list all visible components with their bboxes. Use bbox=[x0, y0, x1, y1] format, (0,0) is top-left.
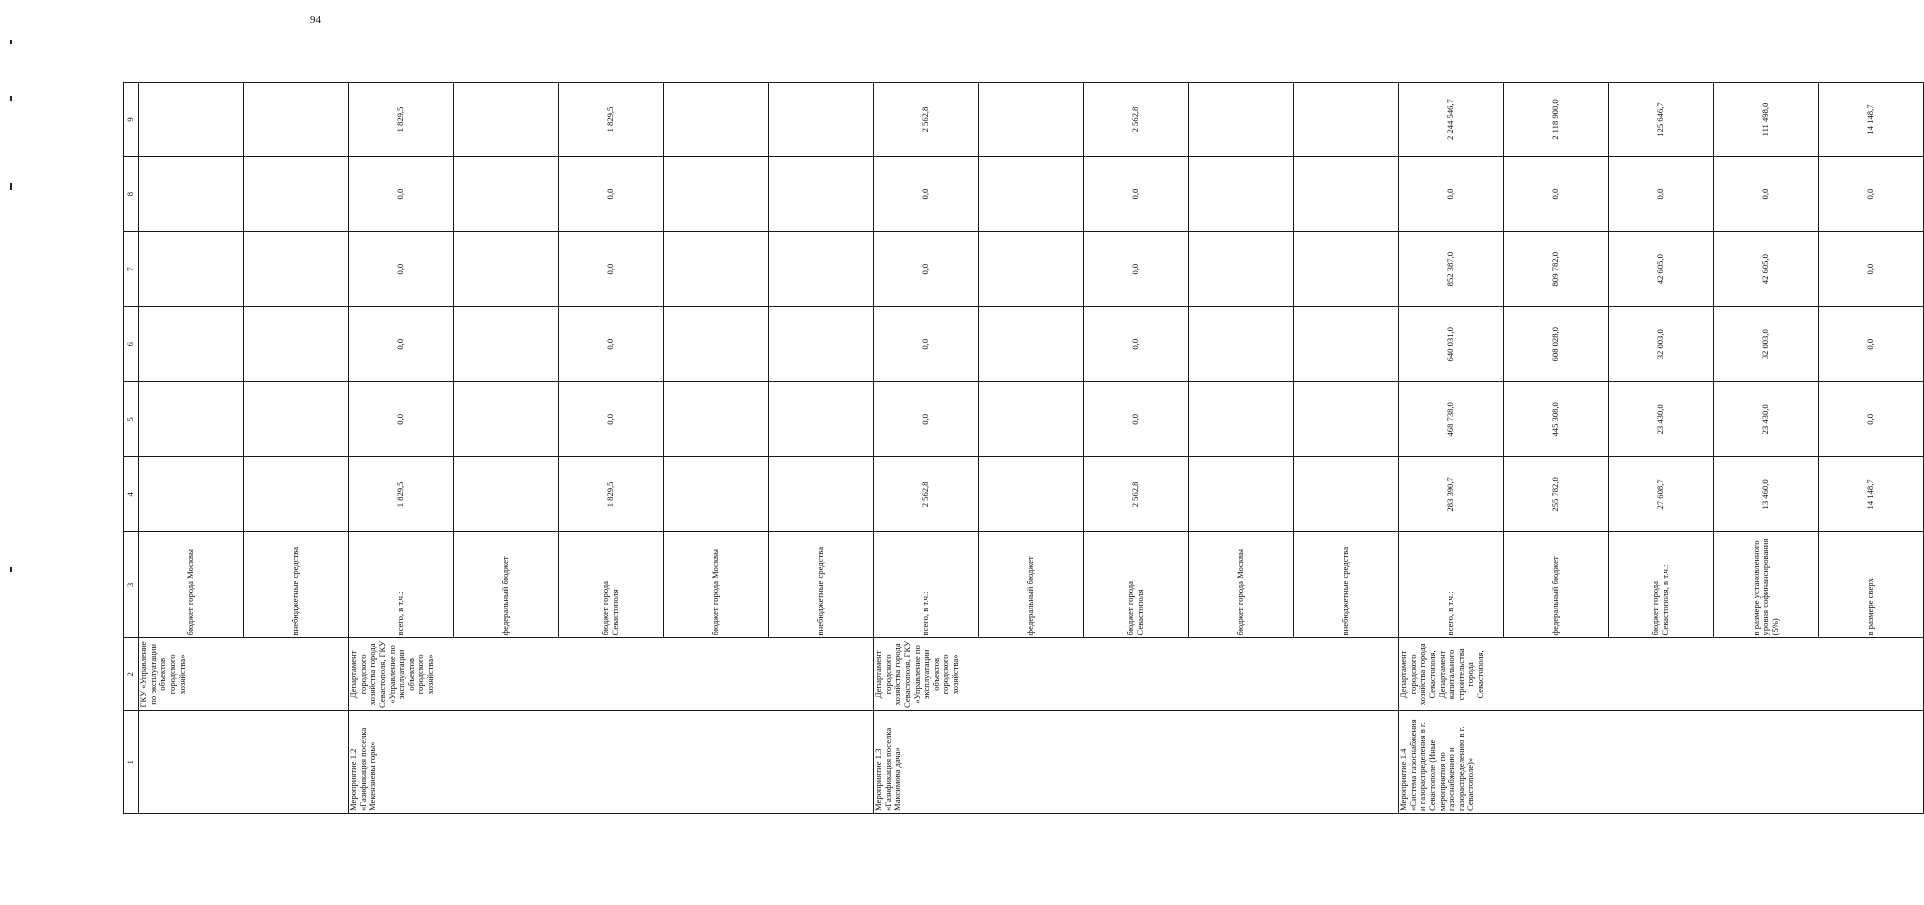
amount-value bbox=[243, 232, 348, 306]
amount-value bbox=[139, 157, 243, 231]
amount-value bbox=[663, 382, 768, 456]
amount-value: 0,0 bbox=[1608, 157, 1713, 231]
amount-value: 13 460,0 bbox=[1713, 457, 1818, 531]
activity-name-cell: Мероприятие 1.4 «Система газоснабжения и газораспределения в г. Севастополе (Иные мероприятия по газоснабжению и газораспределению в г. Севастополе)» bbox=[1399, 711, 1924, 814]
amount-cell-c9 bbox=[874, 83, 1399, 157]
amount-cell-c6 bbox=[874, 307, 1399, 382]
margin-mark bbox=[10, 40, 12, 44]
column-header: 2 bbox=[124, 638, 139, 711]
amount-value bbox=[1188, 157, 1293, 231]
amount-value bbox=[1293, 457, 1398, 531]
funding-source-line: федеральный бюджет bbox=[1503, 532, 1608, 637]
column-header: 5 bbox=[124, 382, 139, 457]
table-row bbox=[1399, 83, 1924, 814]
funding-source-line: бюджет города Москвы bbox=[663, 532, 768, 637]
amount-value bbox=[978, 307, 1083, 381]
amount-value: 0,0 bbox=[1818, 307, 1923, 381]
amount-value: 0,0 bbox=[920, 338, 931, 350]
amount-value: 32 003,0 bbox=[1608, 307, 1713, 381]
amount-value bbox=[1293, 83, 1398, 156]
amount-value: 0,0 bbox=[920, 263, 931, 275]
funding-source-cell bbox=[139, 532, 349, 638]
margin-mark bbox=[10, 183, 12, 190]
amount-value: 0,0 bbox=[395, 413, 406, 425]
amount-value: 0,0 bbox=[558, 382, 663, 456]
amount-value bbox=[243, 457, 348, 531]
amount-value bbox=[978, 457, 1083, 531]
amount-value bbox=[139, 457, 243, 531]
column-header: 9 bbox=[124, 83, 139, 157]
amount-value: 0,0 bbox=[1083, 232, 1188, 306]
amount-cell-c8 bbox=[139, 157, 349, 232]
amount-value bbox=[768, 382, 873, 456]
amount-cell-c5 bbox=[1399, 382, 1924, 457]
amount-value: 0,0 bbox=[558, 307, 663, 381]
amount-value: 27 608,7 bbox=[1608, 457, 1713, 531]
amount-value: 14 148,7 bbox=[1818, 457, 1923, 531]
amount-value bbox=[663, 157, 768, 231]
amount-value bbox=[453, 457, 558, 531]
table-row bbox=[139, 83, 349, 814]
amount-value: 1 829,5 bbox=[558, 83, 663, 156]
amount-value bbox=[663, 83, 768, 156]
funding-source-line: внебюджетные средства bbox=[768, 532, 873, 637]
amount-value: 0,0 bbox=[1713, 157, 1818, 231]
funding-source-line: внебюджетные средства bbox=[1293, 532, 1398, 637]
funding-source-line: внебюджетные средства bbox=[243, 532, 348, 637]
amount-value: 0,0 bbox=[1818, 157, 1923, 231]
amount-value: 468 738,0 bbox=[1445, 402, 1456, 437]
amount-value: 2 562,8 bbox=[1083, 457, 1188, 531]
amount-value bbox=[1188, 232, 1293, 306]
funding-source-line: бюджет города Москвы bbox=[1188, 532, 1293, 637]
amount-value: 0,0 bbox=[920, 413, 931, 425]
funding-source-cell bbox=[1399, 532, 1924, 638]
margin-mark bbox=[10, 567, 12, 572]
funding-source-line: в размере установленного уровня софинансирования (5%) bbox=[1713, 532, 1818, 637]
amount-value: 2 562,8 bbox=[920, 481, 931, 508]
amount-cell-c7 bbox=[1399, 232, 1924, 307]
budget-table bbox=[123, 82, 1924, 814]
amount-cell-c5 bbox=[349, 382, 874, 457]
amount-value: 640 031,0 bbox=[1445, 327, 1456, 362]
amount-value: 255 782,0 bbox=[1503, 457, 1608, 531]
executor-cell: ГКУ «Управление по эксплуатации объектов городского хозяйства» bbox=[139, 638, 349, 711]
amount-value bbox=[453, 307, 558, 381]
column-header: 8 bbox=[124, 157, 139, 232]
amount-value: 852 387,0 bbox=[1445, 251, 1456, 287]
amount-value: 1 829,5 bbox=[395, 481, 406, 508]
funding-source-cell bbox=[874, 532, 1399, 638]
amount-value: 0,0 bbox=[1083, 157, 1188, 231]
column-header: 4 bbox=[124, 457, 139, 532]
amount-value bbox=[978, 382, 1083, 456]
column-number-row bbox=[124, 83, 139, 814]
amount-value: 2 562,8 bbox=[1083, 83, 1188, 156]
rotated-table-sheet bbox=[123, 82, 1876, 814]
amount-cell-c4 bbox=[874, 457, 1399, 532]
amount-value: 42 605,0 bbox=[1713, 232, 1818, 306]
funding-source-line: всего, в т.ч.: bbox=[920, 591, 931, 636]
funding-source-line: федеральный бюджет bbox=[453, 532, 558, 637]
amount-value bbox=[1188, 307, 1293, 381]
amount-value: 0,0 bbox=[1818, 232, 1923, 306]
amount-value bbox=[243, 83, 348, 156]
amount-value bbox=[768, 457, 873, 531]
amount-value: 283 390,7 bbox=[1445, 477, 1456, 512]
amount-value: 0,0 bbox=[1503, 157, 1608, 231]
amount-value bbox=[1293, 382, 1398, 456]
amount-value: 0,0 bbox=[395, 338, 406, 350]
amount-value bbox=[1188, 382, 1293, 456]
amount-value bbox=[453, 382, 558, 456]
amount-cell-c9 bbox=[1399, 83, 1924, 157]
amount-value bbox=[768, 307, 873, 381]
amount-cell-c5 bbox=[874, 382, 1399, 457]
amount-value bbox=[768, 232, 873, 306]
amount-cell-c9 bbox=[349, 83, 874, 157]
executor-cell: Департамент городского хозяйства города Севастополя, Департамент капитального строительства города Севастополя, bbox=[1399, 638, 1924, 711]
amount-cell-c5 bbox=[139, 382, 349, 457]
amount-value: 1 829,5 bbox=[558, 457, 663, 531]
amount-value: 0,0 bbox=[1083, 307, 1188, 381]
amount-value bbox=[139, 307, 243, 381]
amount-value: 0,0 bbox=[920, 188, 931, 200]
amount-value: 111 498,0 bbox=[1713, 83, 1818, 156]
page-number: 94 bbox=[310, 14, 321, 26]
margin-mark bbox=[10, 96, 12, 101]
amount-value bbox=[1188, 457, 1293, 531]
executor-cell: Департамент городского хозяйства города Севастополя, ГКУ «Управление по эксплуатации объектов городского хозяйства» bbox=[874, 638, 1399, 711]
amount-value: 2 118 900,0 bbox=[1503, 83, 1608, 156]
amount-value: 42 605,0 bbox=[1608, 232, 1713, 306]
column-header: 7 bbox=[124, 232, 139, 307]
amount-value bbox=[139, 83, 243, 156]
amount-value: 608 028,0 bbox=[1503, 307, 1608, 381]
amount-value: 809 782,0 bbox=[1503, 232, 1608, 306]
column-header: 3 bbox=[124, 532, 139, 638]
amount-cell-c8 bbox=[874, 157, 1399, 232]
amount-value: 32 003,0 bbox=[1713, 307, 1818, 381]
amount-value bbox=[768, 83, 873, 156]
amount-value: 0,0 bbox=[558, 157, 663, 231]
amount-value: 0,0 bbox=[395, 263, 406, 275]
column-header: 6 bbox=[124, 307, 139, 382]
column-header: 1 bbox=[124, 711, 139, 814]
amount-cell-c6 bbox=[139, 307, 349, 382]
amount-value bbox=[243, 307, 348, 381]
amount-value bbox=[978, 157, 1083, 231]
funding-source-cell bbox=[349, 532, 874, 638]
amount-value bbox=[139, 232, 243, 306]
activity-name-cell bbox=[139, 711, 349, 814]
amount-cell-c7 bbox=[139, 232, 349, 307]
table-row bbox=[874, 83, 1399, 814]
amount-cell-c7 bbox=[349, 232, 874, 307]
amount-value bbox=[663, 457, 768, 531]
funding-source-line: бюджет города Севастополя bbox=[558, 532, 663, 637]
funding-source-line: всего, в т.ч.: bbox=[395, 591, 406, 636]
amount-cell-c6 bbox=[349, 307, 874, 382]
amount-value: 23 430,0 bbox=[1608, 382, 1713, 456]
amount-value: 125 646,7 bbox=[1608, 83, 1713, 156]
table-row bbox=[349, 83, 874, 814]
funding-source-line: федеральный бюджет bbox=[978, 532, 1083, 637]
amount-value bbox=[453, 157, 558, 231]
amount-value bbox=[663, 307, 768, 381]
amount-value bbox=[139, 382, 243, 456]
activity-name-cell: Мероприятие 1.3 «Газификация поселка Максимова дача» bbox=[874, 711, 1399, 814]
amount-cell-c7 bbox=[874, 232, 1399, 307]
amount-value bbox=[453, 83, 558, 156]
amount-value bbox=[243, 157, 348, 231]
amount-value bbox=[1293, 232, 1398, 306]
amount-value bbox=[663, 232, 768, 306]
amount-value bbox=[243, 382, 348, 456]
amount-value bbox=[768, 157, 873, 231]
amount-value bbox=[978, 83, 1083, 156]
amount-value: 0,0 bbox=[1445, 188, 1456, 200]
funding-source-line: бюджет города Севастополя bbox=[1083, 532, 1188, 637]
amount-value: 0,0 bbox=[395, 188, 406, 200]
executor-cell: Департамент городского хозяйства города Севастополя, ГКУ «Управление по эксплуатации объектов городского хозяйства» bbox=[349, 638, 874, 711]
amount-value: 445 308,0 bbox=[1503, 382, 1608, 456]
amount-value: 0,0 bbox=[558, 232, 663, 306]
funding-source-line: в размере сверх bbox=[1818, 532, 1923, 637]
amount-value bbox=[978, 232, 1083, 306]
amount-value bbox=[1293, 307, 1398, 381]
funding-source-line: всего, в т.ч.: bbox=[1445, 591, 1456, 636]
amount-value: 23 430,0 bbox=[1713, 382, 1818, 456]
amount-value: 1 829,5 bbox=[395, 106, 406, 133]
amount-cell-c8 bbox=[349, 157, 874, 232]
amount-cell-c4 bbox=[1399, 457, 1924, 532]
amount-cell-c6 bbox=[1399, 307, 1924, 382]
funding-source-line: бюджет города Севастополя, в т.ч.: bbox=[1608, 532, 1713, 637]
amount-cell-c4 bbox=[139, 457, 349, 532]
amount-value: 0,0 bbox=[1083, 382, 1188, 456]
activity-name-cell: Мероприятие 1.2 «Газификация поселка Мекензиевы горы» bbox=[349, 711, 874, 814]
amount-cell-c9 bbox=[139, 83, 349, 157]
amount-value: 2 562,8 bbox=[920, 106, 931, 133]
amount-cell-c4 bbox=[349, 457, 874, 532]
amount-cell-c8 bbox=[1399, 157, 1924, 232]
amount-value bbox=[1188, 83, 1293, 156]
funding-source-line: бюджет города Москвы bbox=[185, 549, 196, 636]
amount-value: 14 148,7 bbox=[1818, 83, 1923, 156]
amount-value: 0,0 bbox=[1818, 382, 1923, 456]
amount-value bbox=[1293, 157, 1398, 231]
amount-value bbox=[453, 232, 558, 306]
amount-value: 2 244 546,7 bbox=[1445, 99, 1456, 140]
